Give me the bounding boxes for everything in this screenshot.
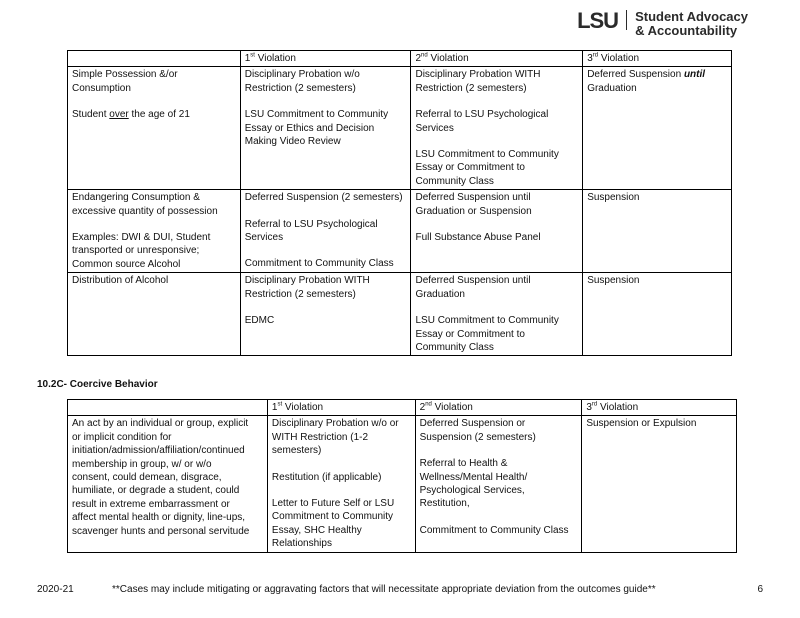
table-header-row	[68, 51, 732, 67]
second-violation-cell: Disciplinary Probation WITH Restriction (2 semesters) Referral to LSU Psychological Services LSU Commitment to Community Essay or Commitment to Community Class	[411, 67, 583, 190]
header-3rd-violation: 3rd Violation	[582, 400, 737, 416]
footer-year: 2020-21	[37, 584, 74, 595]
logo-line-1: Student Advocacy	[635, 9, 748, 24]
second-violation-cell: Deferred Suspension until Graduation LSU Commitment to Community Essay or Commitment to Community Class	[411, 273, 583, 356]
table-row	[68, 190, 732, 273]
page-number: 6	[757, 584, 763, 595]
alcohol-sanctions-table	[67, 50, 732, 356]
first-violation-cell: Disciplinary Probation WITH Restriction (2 semesters) EDMC	[240, 273, 411, 356]
table-row	[68, 67, 732, 190]
header-2nd-violation: 2nd Violation	[415, 400, 582, 416]
table-row	[68, 416, 737, 552]
third-violation-cell: Deferred Suspension until Graduation	[583, 67, 732, 190]
coercive-behavior-table	[67, 399, 737, 553]
header-3rd-violation: 3rd Violation	[583, 51, 732, 67]
second-violation-cell: Deferred Suspension until Graduation or Suspension Full Substance Abuse Panel	[411, 190, 583, 273]
header-empty-cell	[68, 400, 268, 416]
offense-cell: Distribution of Alcohol	[68, 273, 241, 356]
header-empty-cell	[68, 51, 241, 67]
lsu-logo-mark: LSU	[577, 10, 627, 30]
first-violation-cell: Deferred Suspension (2 semesters) Referral to LSU Psychological Services Commitment to Community Class	[240, 190, 411, 273]
page-footer	[37, 584, 763, 595]
header-2nd-violation: 2nd Violation	[411, 51, 583, 67]
offense-cell: Simple Possession &/or Consumption Student over the age of 21	[68, 67, 241, 190]
offense-cell: An act by an individual or group, explicit or implicit condition for initiation/admission/affiliation/continued membership in group, w/ or w/o consent, could demean, disgrace, humiliate, or degrade a student, could result in extreme embarrassment or affect mental health or dignity, line-ups, scavenger hunts and personal servitude	[68, 416, 268, 552]
second-violation-cell: Deferred Suspension or Suspension (2 semesters) Referral to Health & Wellness/Mental Health/ Psychological Services, Restitution, Commitment to Community Class	[415, 416, 582, 552]
section-title: 10.2C- Coercive Behavior	[37, 379, 158, 390]
third-violation-cell: Suspension	[583, 273, 732, 356]
table-row	[68, 273, 732, 356]
lsu-logo	[577, 10, 748, 38]
header-1st-violation: 1st Violation	[267, 400, 415, 416]
third-violation-cell: Suspension or Expulsion	[582, 416, 737, 552]
offense-cell: Endangering Consumption & excessive quantity of possession Examples: DWI & DUI, Student transported or unresponsive; Common source Alcohol	[68, 190, 241, 273]
third-violation-cell: Suspension	[583, 190, 732, 273]
header-1st-violation: 1st Violation	[240, 51, 411, 67]
logo-line-2: & Accountability	[635, 23, 738, 38]
first-violation-cell: Disciplinary Probation w/o or WITH Restriction (1-2 semesters) Restitution (if applicable) Letter to Future Self or LSU Commitment to Community Essay, SHC Healthy Relationships	[267, 416, 415, 552]
table-header-row	[68, 400, 737, 416]
first-violation-cell: Disciplinary Probation w/o Restriction (2 semesters) LSU Commitment to Community Essay or Ethics and Decision Making Video Review	[240, 67, 411, 190]
footer-note: **Cases may include mitigating or aggravating factors that will necessitate appropriate deviation from the outcomes guide**	[112, 584, 656, 595]
